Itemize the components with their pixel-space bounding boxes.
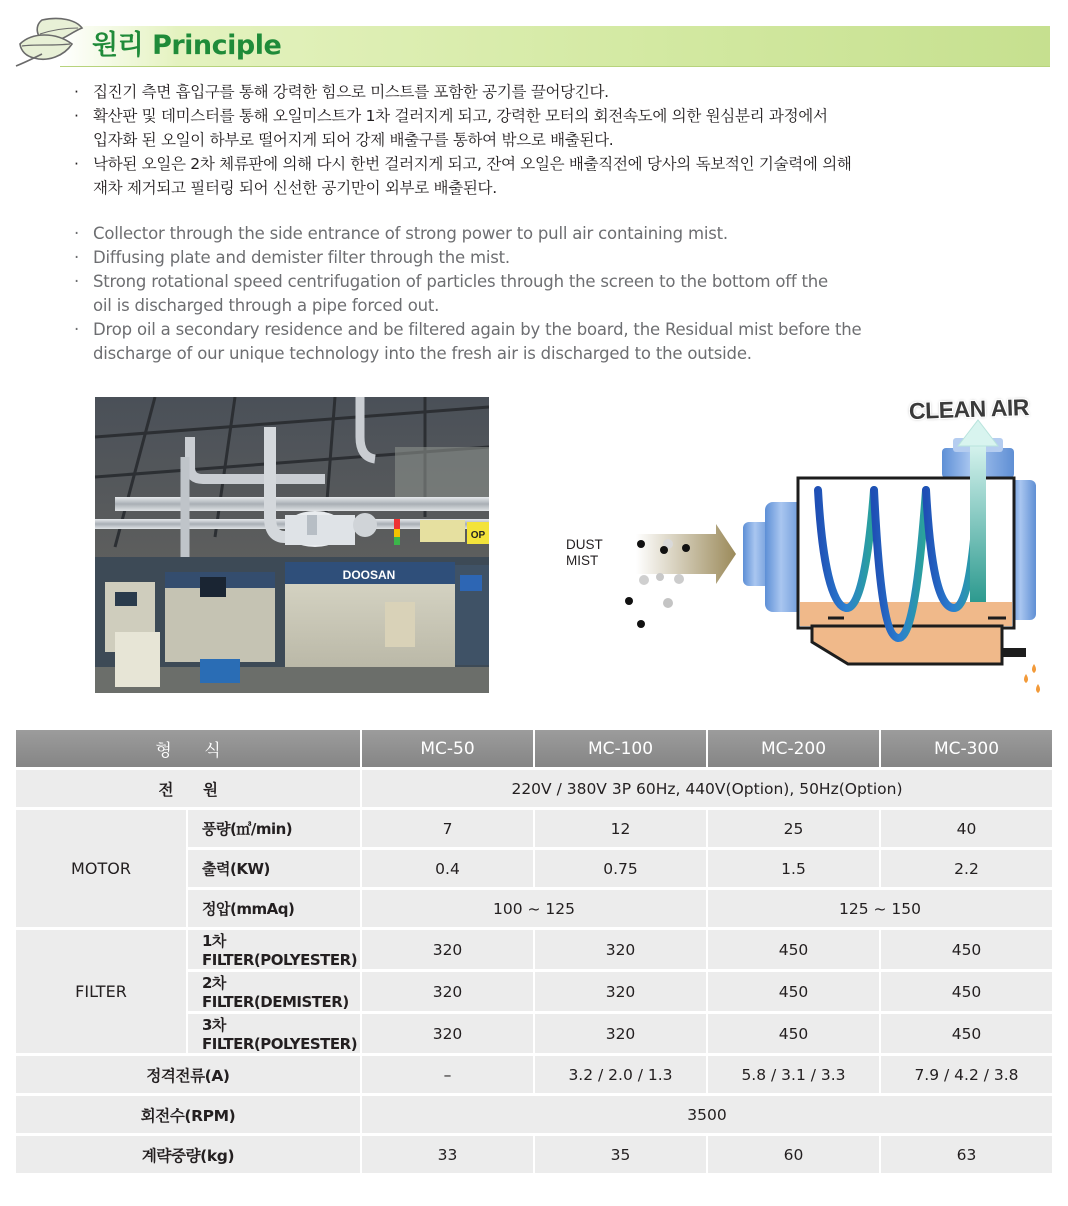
table-cell: 320 <box>535 930 706 969</box>
col-header-mc300: MC-300 <box>881 730 1052 767</box>
table-cell: 450 <box>881 972 1052 1011</box>
table-row-weight <box>16 1136 1052 1173</box>
col-header-mc50: MC-50 <box>362 730 533 767</box>
col-header-mc200: MC-200 <box>708 730 879 767</box>
table-cell: 320 <box>362 1014 533 1053</box>
table-cell: 60 <box>708 1136 879 1173</box>
col-header-type: 형 식 <box>16 730 360 767</box>
leaf-icon <box>12 14 84 74</box>
table-cell: 125 ~ 150 <box>708 890 1052 927</box>
list-item: · Drop oil a secondary residence and be filtered again by the board, the Residual mist before the <box>74 318 1034 342</box>
table-cell: 320 <box>362 972 533 1011</box>
power-value: 220V / 380V 3P 60Hz, 440V(Option), 50Hz(Option) <box>362 770 1052 807</box>
table-cell: 25 <box>708 810 879 847</box>
clean-air-label: CLEAN AIR <box>908 393 1030 425</box>
section-title: 원리 Principle <box>92 30 282 61</box>
col-header-mc100: MC-100 <box>535 730 706 767</box>
table-cell: 320 <box>535 1014 706 1053</box>
table-cell: 450 <box>881 1014 1052 1053</box>
row-label-filter2: 2차 FILTER(DEMISTER) <box>188 972 360 1011</box>
factory-installation-photo <box>95 397 489 693</box>
table-cell: 450 <box>708 1014 879 1053</box>
rpm-value: 3500 <box>362 1096 1052 1133</box>
korean-description-list <box>74 80 1034 200</box>
table-cell: 7 <box>362 810 533 847</box>
row-label-rpm: 회전수(RPM) <box>16 1096 360 1133</box>
table-header-row <box>16 730 1052 767</box>
row-label-filter1: 1차 FILTER(POLYESTER) <box>188 930 360 969</box>
english-description-list <box>74 222 1034 366</box>
row-label-airflow: 풍량(㎥/min) <box>188 810 360 847</box>
list-item: · Collector through the side entrance of strong power to pull air containing mist. <box>74 222 1034 246</box>
table-row-filter1 <box>16 930 1052 969</box>
table-cell: 1.5 <box>708 850 879 887</box>
table-cell: 450 <box>708 972 879 1011</box>
dust-mist-label: DUST MIST <box>566 537 603 568</box>
table-cell: 450 <box>881 930 1052 969</box>
list-item-continuation: discharge of our unique technology into the fresh air is discharged to the outside. <box>93 344 752 363</box>
row-label-pressure: 정압(mmAq) <box>188 890 360 927</box>
table-row-current <box>16 1056 1052 1093</box>
row-label-output: 출력(KW) <box>188 850 360 887</box>
table-cell: 450 <box>708 930 879 969</box>
table-cell: – <box>362 1056 533 1093</box>
list-item: · 집진기 측면 흡입구를 통해 강력한 힘으로 미스트를 포함한 공기를 끌어당긴다. <box>74 80 1034 104</box>
table-row-rpm <box>16 1096 1052 1133</box>
row-label-current: 정격전류(A) <box>16 1056 360 1093</box>
list-item: · 낙하된 오일은 2차 체류판에 의해 다시 한번 걸러지게 되고, 잔여 오일은 배출직전에 당사의 독보적인 기술력에 의해 <box>74 152 1034 176</box>
table-cell: 3.2 / 2.0 / 1.3 <box>535 1056 706 1093</box>
principle-diagram <box>540 392 1060 702</box>
table-cell: 33 <box>362 1136 533 1173</box>
row-label-power: 전 원 <box>16 770 360 807</box>
table-cell: 320 <box>535 972 706 1011</box>
table-cell: 35 <box>535 1136 706 1173</box>
table-cell: 40 <box>881 810 1052 847</box>
table-cell: 0.75 <box>535 850 706 887</box>
table-cell: 100 ~ 125 <box>362 890 706 927</box>
spec-table <box>14 727 1054 1176</box>
table-cell: 5.8 / 3.1 / 3.3 <box>708 1056 879 1093</box>
table-row-power <box>16 770 1052 807</box>
table-cell: 7.9 / 4.2 / 3.8 <box>881 1056 1052 1093</box>
svg-text:DOOSAN: DOOSAN <box>342 568 396 582</box>
list-item: · 확산판 및 데미스터를 통해 오일미스트가 1차 걸러지게 되고, 강력한 모터의 회전속도에 의한 원심분리 과정에서 <box>74 104 1034 128</box>
list-item: · Strong rotational speed centrifugation of particles through the screen to the bottom off the <box>74 270 1034 294</box>
table-cell: 63 <box>881 1136 1052 1173</box>
row-label-weight: 계략중량(kg) <box>16 1136 360 1173</box>
list-item-continuation: oil is discharged through a pipe forced out. <box>93 296 440 315</box>
table-cell: 12 <box>535 810 706 847</box>
row-group-filter: FILTER <box>16 930 186 1053</box>
svg-text:OP: OP <box>470 530 486 541</box>
table-cell: 2.2 <box>881 850 1052 887</box>
table-cell: 320 <box>362 930 533 969</box>
row-group-motor: MOTOR <box>16 810 186 927</box>
list-item: · Diffusing plate and demister filter through the mist. <box>74 246 1034 270</box>
list-item-continuation: 재차 제거되고 필터링 되어 신선한 공기만이 외부로 배출된다. <box>93 179 497 197</box>
table-row-airflow <box>16 810 1052 847</box>
row-label-filter3: 3차 FILTER(POLYESTER) <box>188 1014 360 1053</box>
list-item-continuation: 입자화 된 오일이 하부로 떨어지게 되어 강제 배출구를 통하여 밖으로 배출된다. <box>93 131 614 149</box>
table-cell: 0.4 <box>362 850 533 887</box>
